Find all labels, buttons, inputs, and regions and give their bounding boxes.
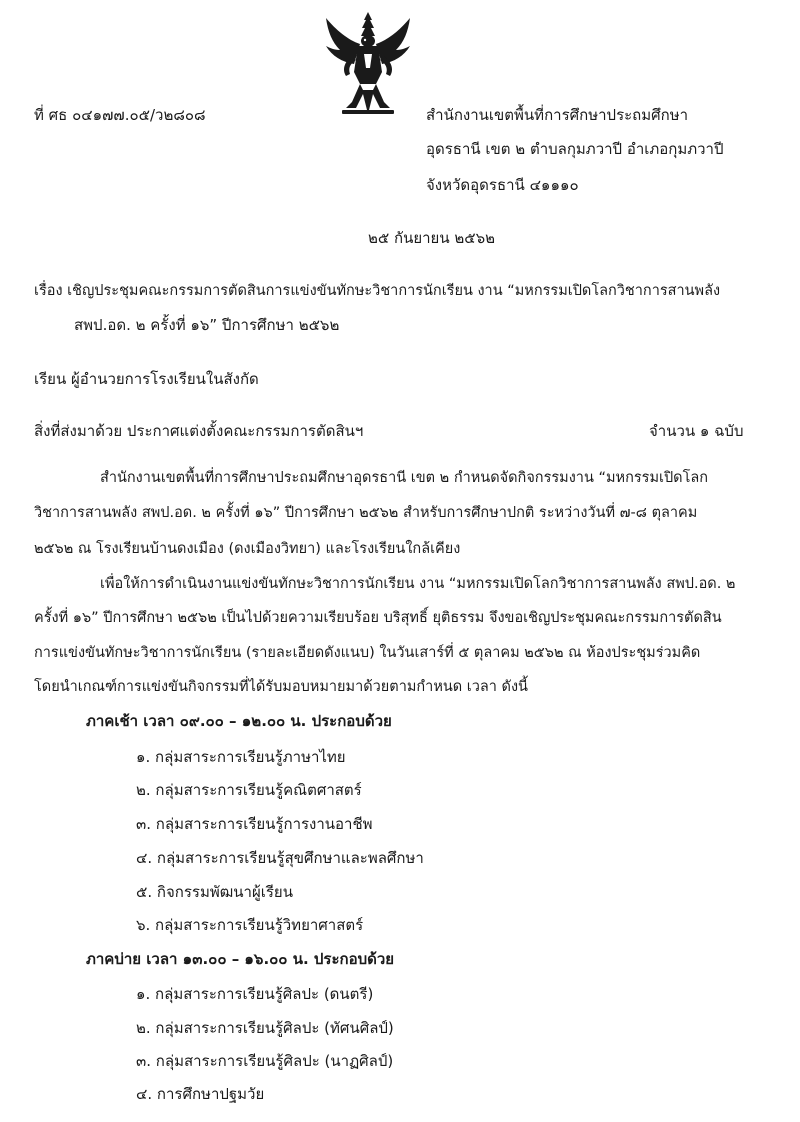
morning-session-item: ๓. กลุ่มสาระการเรียนรู้การงานอาชีพ — [136, 815, 373, 833]
body-paragraph-line: โดยนำเกณฑ์การแข่งขันกิจกรรมที่ได้รับมอบหมายมาด้วยตามกำหนด เวลา ดังนี้ — [34, 679, 528, 695]
morning-session-item: ๖. กลุ่มสาระการเรียนรู้วิทยาศาสตร์ — [136, 916, 364, 934]
enclosure-count: จำนวน ๑ ฉบับ — [649, 422, 744, 440]
morning-session-item: ๒. กลุ่มสาระการเรียนรู้คณิตศาสตร์ — [136, 781, 362, 799]
sender-address-line: สำนักงานเขตพื้นที่การศึกษาประถมศึกษา — [426, 106, 689, 124]
afternoon-session-item: ๑. กลุ่มสาระการเรียนรู้ศิลปะ (ดนตรี) — [136, 985, 374, 1003]
morning-session-item: ๔. กลุ่มสาระการเรียนรู้สุขศึกษาและพลศึกษา — [136, 849, 424, 867]
reference-number: ที่ ศธ ๐๔๑๗๗.๐๕/ว๒๘๐๘ — [34, 106, 206, 124]
garuda-emblem — [322, 10, 414, 118]
recipient: เรียน ผู้อำนวยการโรงเรียนในสังกัด — [34, 370, 259, 388]
body-paragraph-line: ๒๕๖๒ ณ โรงเรียนบ้านดงเมือง (ดงเมืองวิทยา) และโรงเรียนใกล้เคียง — [34, 541, 461, 557]
sender-address-line: อุดรธานี เขต ๒ ตำบลกุมภวาปี อำเภอกุมภวาปี — [426, 140, 724, 158]
body-paragraph-line: การแข่งขันทักษะวิชาการนักเรียน (รายละเอียดดังแนบ) ในวันเสาร์ที่ ๕ ตุลาคม ๒๕๖๒ ณ ห้องประชุมร่วมคิด — [34, 645, 701, 661]
body-paragraph-line: เพื่อให้การดำเนินงานแข่งขันทักษะวิชาการนักเรียน งาน “มหกรรมเปิดโลกวิชาการสานพลัง สพป.อด. ๒ — [100, 576, 736, 592]
afternoon-session-item: ๔. การศึกษาปฐมวัย — [136, 1085, 265, 1103]
subject-line: เรื่อง เชิญประชุมคณะกรรมการตัดสินการแข่งขันทักษะวิชาการนักเรียน งาน “มหกรรมเปิดโลกวิชาการสานพลัง — [34, 283, 721, 299]
body-paragraph-line: สำนักงานเขตพื้นที่การศึกษาประถมศึกษาอุดรธานี เขต ๒ กำหนดจัดกิจกรรมงาน “มหกรรมเปิดโลก — [100, 470, 709, 486]
afternoon-session-item: ๒. กลุ่มสาระการเรียนรู้ศิลปะ (ทัศนศิลป์) — [136, 1019, 394, 1037]
afternoon-session-heading: ภาคบ่าย เวลา ๑๓.๐๐ – ๑๖.๐๐ น. ประกอบด้วย — [86, 950, 395, 968]
enclosure: สิ่งที่ส่งมาด้วย ประกาศแต่งตั้งคณะกรรมการตัดสินฯ — [34, 422, 364, 440]
body-paragraph-line: ครั้งที่ ๑๖” ปีการศึกษา ๒๕๖๒ เป็นไปด้วยความเรียบร้อย บริสุทธิ์ ยุติธรรม จึงขอเชิญประชุมคณะกรรมการตัดสิน — [34, 610, 722, 626]
morning-session-item: ๑. กลุ่มสาระการเรียนรู้ภาษาไทย — [136, 748, 346, 766]
body-paragraph-line: วิชาการสานพลัง สพป.อด. ๒ ครั้งที่ ๑๖” ปีการศึกษา ๒๕๖๒ สำหรับการศึกษาปกติ ระหว่างวันที่ ๗-๘ ตุลาคม — [34, 505, 698, 521]
morning-session-item: ๕. กิจกรรมพัฒนาผู้เรียน — [136, 883, 293, 901]
sender-address-line: จังหวัดอุดรธานี ๔๑๑๑๐ — [426, 176, 579, 194]
letter-date: ๒๕ กันยายน ๒๕๖๒ — [368, 229, 496, 247]
morning-session-heading: ภาคเช้า เวลา ๐๙.๐๐ – ๑๒.๐๐ น. ประกอบด้วย — [86, 712, 392, 730]
subject-line: สพป.อด. ๒ ครั้งที่ ๑๖” ปีการศึกษา ๒๕๖๒ — [74, 316, 340, 334]
afternoon-session-item: ๓. กลุ่มสาระการเรียนรู้ศิลปะ (นาฏศิลป์) — [136, 1052, 394, 1070]
